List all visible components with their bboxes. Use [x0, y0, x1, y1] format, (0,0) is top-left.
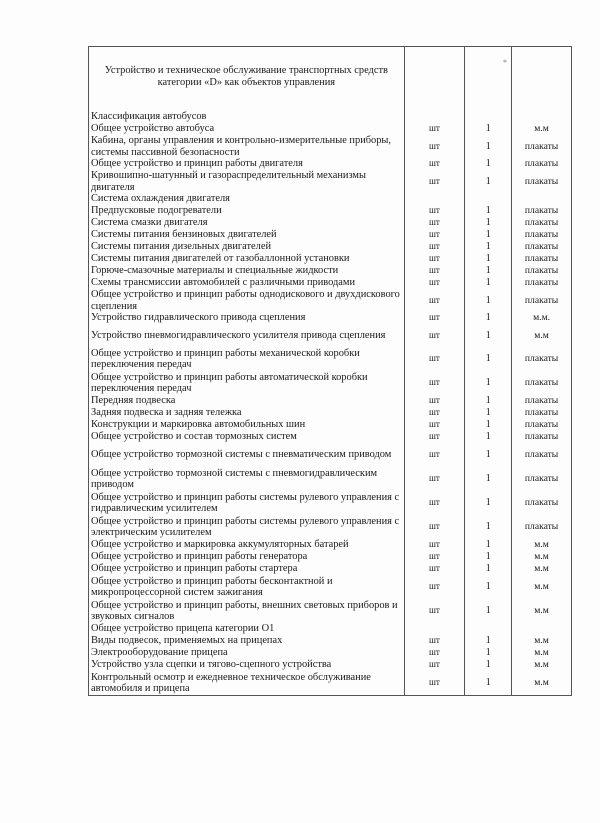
item-name-cell: Горюче-смазочные материалы и специальные жидкости: [89, 265, 405, 277]
table-row: [89, 551, 572, 563]
material-type-cell: м.м: [512, 599, 572, 623]
quantity-cell: 1: [465, 170, 512, 193]
material-type-cell: м.м: [512, 635, 572, 647]
quantity-cell: 1: [465, 205, 512, 217]
material-type-cell: [512, 193, 572, 205]
item-name-cell: Общее устройство и принцип работы бесконтактной и микропроцессорной систем зажигания: [89, 575, 405, 599]
table-row: [89, 467, 572, 491]
quantity-cell: 1: [465, 277, 512, 289]
quantity-cell: 1: [465, 539, 512, 551]
item-name-cell: Контрольный осмотр и ежедневное техническое обслуживание автомобиля и прицепа: [89, 671, 405, 696]
table-row: [89, 265, 572, 277]
material-type-cell: плакаты: [512, 491, 572, 515]
table-row: [89, 229, 572, 241]
table-row: [89, 205, 572, 217]
table-row: [89, 515, 572, 539]
quantity-cell: 1: [465, 563, 512, 575]
material-type-cell: плакаты: [512, 135, 572, 158]
material-type-cell: м.м: [512, 647, 572, 659]
quantity-cell: 1: [465, 395, 512, 407]
item-name-cell: Кривошипно-шатунный и газораспределительный механизмы двигателя: [89, 170, 405, 193]
material-type-cell: м.м: [512, 575, 572, 599]
table-row: [89, 312, 572, 324]
table-row: [89, 599, 572, 623]
material-type-cell: м.м: [512, 659, 572, 671]
unit-cell: [404, 111, 465, 123]
unit-cell: шт: [404, 647, 465, 659]
item-name-cell: Виды подвесок, применяемых на прицепах: [89, 635, 405, 647]
item-name-cell: Передняя подвеска: [89, 395, 405, 407]
material-type-cell: плакаты: [512, 217, 572, 229]
item-name-cell: Схемы трансмиссии автомобилей с различными приводами: [89, 277, 405, 289]
unit-cell: шт: [404, 659, 465, 671]
quantity-cell: 1: [465, 265, 512, 277]
table-row: [89, 324, 572, 347]
material-type-cell: плакаты: [512, 229, 572, 241]
unit-cell: шт: [404, 289, 465, 312]
item-name-cell: Общее устройство автобуса: [89, 123, 405, 135]
quantity-cell: [465, 623, 512, 635]
header-type-cell: [512, 47, 572, 112]
item-name-cell: Общее устройство прицепа категории О1: [89, 623, 405, 635]
material-type-cell: плакаты: [512, 515, 572, 539]
material-type-cell: плакаты: [512, 407, 572, 419]
material-type-cell: [512, 623, 572, 635]
item-name-cell: Система смазки двигателя: [89, 217, 405, 229]
quantity-cell: 1: [465, 289, 512, 312]
material-type-cell: плакаты: [512, 431, 572, 443]
table-row: [89, 158, 572, 170]
table-row: [89, 170, 572, 193]
table-row: [89, 575, 572, 599]
item-name-cell: Устройство пневмогидравлического усилителя привода сцепления: [89, 324, 405, 347]
quantity-cell: 1: [465, 347, 512, 371]
unit-cell: шт: [404, 431, 465, 443]
item-name-cell: Системы питания двигателей от газобаллонной установки: [89, 253, 405, 265]
table-row: [89, 407, 572, 419]
unit-cell: шт: [404, 563, 465, 575]
item-name-cell: Общее устройство и принцип работы системы рулевого управления с гидравлическим усилителем: [89, 491, 405, 515]
quantity-cell: 1: [465, 575, 512, 599]
table-row: [89, 123, 572, 135]
quantity-cell: 1: [465, 158, 512, 170]
material-type-cell: плакаты: [512, 158, 572, 170]
unit-cell: шт: [404, 539, 465, 551]
material-type-cell: плакаты: [512, 419, 572, 431]
material-type-cell: плакаты: [512, 265, 572, 277]
material-type-cell: м.м: [512, 123, 572, 135]
table-header-row: [89, 47, 572, 112]
item-name-cell: Конструкции и маркировка автомобильных шин: [89, 419, 405, 431]
table-row: [89, 671, 572, 696]
quantity-cell: 1: [465, 123, 512, 135]
table-row: [89, 659, 572, 671]
item-name-cell: Общее устройство и принцип работы автоматической коробки переключения передач: [89, 371, 405, 395]
table-row: [89, 277, 572, 289]
item-name-cell: Устройство гидравлического привода сцепления: [89, 312, 405, 324]
item-name-cell: Системы питания дизельных двигателей: [89, 241, 405, 253]
item-name-cell: Системы питания бензиновых двигателей: [89, 229, 405, 241]
unit-cell: шт: [404, 371, 465, 395]
unit-cell: [404, 623, 465, 635]
table-row: [89, 563, 572, 575]
unit-cell: шт: [404, 135, 465, 158]
item-name-cell: Общее устройство тормозной системы с пневмогидравлическим приводом: [89, 467, 405, 491]
unit-cell: шт: [404, 217, 465, 229]
header-unit-cell: [404, 47, 465, 112]
material-type-cell: плакаты: [512, 289, 572, 312]
quantity-cell: 1: [465, 467, 512, 491]
table-row: [89, 241, 572, 253]
table-row: [89, 491, 572, 515]
unit-cell: шт: [404, 170, 465, 193]
item-name-cell: Кабина, органы управления и контрольно-измерительные приборы, системы пассивной безопасности: [89, 135, 405, 158]
unit-cell: шт: [404, 123, 465, 135]
quantity-cell: 1: [465, 431, 512, 443]
item-name-cell: Общее устройство и маркировка аккумуляторных батарей: [89, 539, 405, 551]
item-name-cell: Задняя подвеска и задняя тележка: [89, 407, 405, 419]
section-title: Устройство и техническое обслуживание транспортных средств категории «D» как объектов управления: [89, 47, 405, 112]
table-row: [89, 539, 572, 551]
unit-cell: шт: [404, 277, 465, 289]
item-name-cell: Предпусковые подогреватели: [89, 205, 405, 217]
item-name-cell: Общее устройство и принцип работы генератора: [89, 551, 405, 563]
material-type-cell: плакаты: [512, 277, 572, 289]
material-type-cell: м.м: [512, 324, 572, 347]
item-name-cell: Система охлаждения двигателя: [89, 193, 405, 205]
asterisk-mark: *: [503, 58, 507, 67]
unit-cell: шт: [404, 241, 465, 253]
header-qty-cell: [465, 47, 512, 112]
table-row: [89, 111, 572, 123]
material-type-cell: м.м: [512, 539, 572, 551]
unit-cell: шт: [404, 229, 465, 241]
unit-cell: шт: [404, 265, 465, 277]
material-type-cell: плакаты: [512, 205, 572, 217]
unit-cell: шт: [404, 407, 465, 419]
item-name-cell: Общее устройство и принцип работы механической коробки переключения передач: [89, 347, 405, 371]
unit-cell: шт: [404, 419, 465, 431]
material-type-cell: плакаты: [512, 241, 572, 253]
unit-cell: шт: [404, 205, 465, 217]
material-type-cell: м.м: [512, 551, 572, 563]
item-name-cell: Общее устройство и принцип работы однодискового и двухдискового сцепления: [89, 289, 405, 312]
table-row: [89, 289, 572, 312]
table-row: [89, 347, 572, 371]
material-type-cell: плакаты: [512, 443, 572, 467]
unit-cell: шт: [404, 671, 465, 696]
material-type-cell: плакаты: [512, 395, 572, 407]
table-row: [89, 443, 572, 467]
quantity-cell: 1: [465, 443, 512, 467]
quantity-cell: 1: [465, 671, 512, 696]
table-row: [89, 623, 572, 635]
material-type-cell: м.м: [512, 671, 572, 696]
material-type-cell: плакаты: [512, 467, 572, 491]
unit-cell: шт: [404, 599, 465, 623]
item-name-cell: Общее устройство и состав тормозных систем: [89, 431, 405, 443]
quantity-cell: 1: [465, 659, 512, 671]
item-name-cell: Общее устройство и принцип работы двигателя: [89, 158, 405, 170]
quantity-cell: 1: [465, 551, 512, 563]
item-name-cell: Общее устройство и принцип работы системы рулевого управления с электрическим усилителем: [89, 515, 405, 539]
unit-cell: шт: [404, 491, 465, 515]
quantity-cell: 1: [465, 371, 512, 395]
material-type-cell: [512, 111, 572, 123]
unit-cell: шт: [404, 324, 465, 347]
item-name-cell: Общее устройство тормозной системы с пневматическим приводом: [89, 443, 405, 467]
quantity-cell: 1: [465, 229, 512, 241]
table-row: [89, 635, 572, 647]
material-type-cell: м.м.: [512, 312, 572, 324]
material-type-cell: плакаты: [512, 170, 572, 193]
quantity-cell: [465, 111, 512, 123]
quantity-cell: 1: [465, 253, 512, 265]
table-row: [89, 253, 572, 265]
quantity-cell: 1: [465, 647, 512, 659]
table-row: [89, 431, 572, 443]
equipment-table: [88, 46, 572, 696]
item-name-cell: Общее устройство и принцип работы стартера: [89, 563, 405, 575]
unit-cell: [404, 193, 465, 205]
quantity-cell: 1: [465, 491, 512, 515]
material-type-cell: плакаты: [512, 253, 572, 265]
unit-cell: шт: [404, 467, 465, 491]
unit-cell: шт: [404, 253, 465, 265]
table-row: [89, 419, 572, 431]
quantity-cell: 1: [465, 515, 512, 539]
unit-cell: шт: [404, 347, 465, 371]
item-name-cell: Устройство узла сцепки и тягово-сцепного устройства: [89, 659, 405, 671]
table-row: [89, 217, 572, 229]
quantity-cell: 1: [465, 407, 512, 419]
table-row: [89, 395, 572, 407]
unit-cell: шт: [404, 635, 465, 647]
unit-cell: шт: [404, 158, 465, 170]
material-type-cell: плакаты: [512, 347, 572, 371]
table-row: [89, 647, 572, 659]
table-row: [89, 371, 572, 395]
unit-cell: шт: [404, 443, 465, 467]
quantity-cell: [465, 193, 512, 205]
table-row: [89, 193, 572, 205]
item-name-cell: Электрооборудование прицепа: [89, 647, 405, 659]
item-name-cell: Общее устройство и принцип работы, внешних световых приборов и звуковых сигналов: [89, 599, 405, 623]
unit-cell: шт: [404, 575, 465, 599]
quantity-cell: 1: [465, 312, 512, 324]
quantity-cell: 1: [465, 241, 512, 253]
quantity-cell: 1: [465, 599, 512, 623]
material-type-cell: м.м: [512, 563, 572, 575]
quantity-cell: 1: [465, 135, 512, 158]
item-name-cell: Классификация автобусов: [89, 111, 405, 123]
quantity-cell: 1: [465, 419, 512, 431]
quantity-cell: 1: [465, 635, 512, 647]
unit-cell: шт: [404, 312, 465, 324]
table-row: [89, 135, 572, 158]
quantity-cell: 1: [465, 217, 512, 229]
unit-cell: шт: [404, 515, 465, 539]
quantity-cell: 1: [465, 324, 512, 347]
unit-cell: шт: [404, 395, 465, 407]
unit-cell: шт: [404, 551, 465, 563]
material-type-cell: плакаты: [512, 371, 572, 395]
